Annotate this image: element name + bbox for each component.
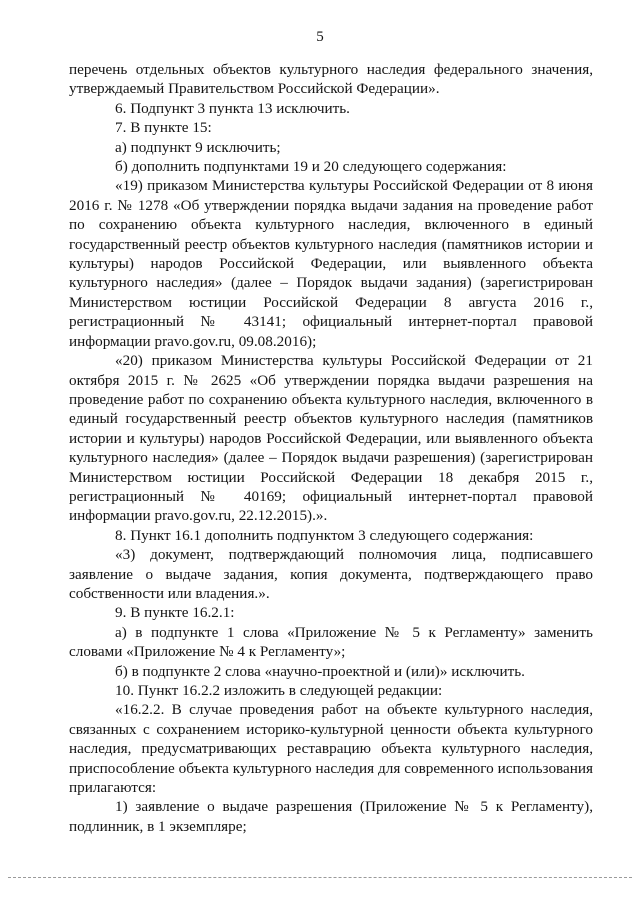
document-body (69, 60, 593, 836)
paragraph: б) в подпункте 2 слова «научно-проектной и (или)» исключить. (115, 662, 525, 680)
paragraph: б) дополнить подпунктами 19 и 20 следующего содержания: (115, 158, 507, 176)
paragraph: а) подпункт 9 исключить; (115, 138, 281, 156)
paragraph: «20) приказом Министерства культуры Российской Федерации от 21 октября 2015 г. № 2625 «Об утверждении порядка выдачи разрешения на проведение работ по сохранению объекта культурного наследия, включенного в единый государственный реестр объектов культурного наследия (памятников истории и культуры) народов Российской Федерации, или выявленного объекта культурного наследия» (далее – Порядок выдачи разрешения) (зарегистрирован Министерством юстиции Российской Федерации 18 декабря 2015 г., регистрационный № 40169; официальный интернет-портал правовой информации pravo.gov.ru, 22.12.2015).». (69, 352, 593, 525)
paragraph: 8. Пункт 16.1 дополнить подпунктом 3 следующего содержания: (115, 526, 534, 544)
paragraph: 1) заявление о выдаче разрешения (Приложение № 5 к Регламенту), подлинник, в 1 экземпляре; (69, 798, 593, 835)
paragraph: «16.2.2. В случае проведения работ на объекте культурного наследия, связанных с сохранением историко-культурной ценности объекта культурного наследия, предусматривающих реставрацию объекта культурного наследия, приспособление объекта культурного наследия для современного использования прилагаются: (69, 701, 593, 797)
page-number: 5 (316, 29, 324, 45)
paragraph: перечень отдельных объектов культурного наследия федерального значения, утверждаемый Правительством Российской Федерации». (69, 61, 593, 98)
paragraph: 10. Пункт 16.2.2 изложить в следующей редакции: (115, 682, 443, 699)
paragraph: «19) приказом Министерства культуры Российской Федерации от 8 июня 2016 г. № 1278 «Об утверждении порядка выдачи задания на проведение работ по сохранению объекта культурного наследия, включенного в единый государственный реестр объектов культурного наследия (памятников истории и культуры) народов Российской Федерации, или выявленного объекта культурного наследия» (далее – Порядок выдачи задания) (зарегистрирован Министерством юстиции Российской Федерации 8 августа 2016 г., регистрационный № 43141; официальный интернет-портал правовой информации pravo.gov.ru, 09.08.2016); (69, 177, 593, 350)
paragraph: «3) документ, подтверждающий полномочия лица, подписавшего заявление о выдаче задания, копия документа, подтверждающего право собственности или владения.». (69, 546, 593, 602)
paragraph: а) в подпункте 1 слова «Приложение № 5 к Регламенту» заменить словами «Приложение № 4 к Регламенту»; (69, 623, 593, 661)
scan-edge-divider (8, 877, 632, 878)
paragraph: 6. Подпункт 3 пункта 13 исключить. (115, 99, 350, 117)
paragraph: 7. В пункте 15: (115, 119, 212, 137)
paragraph: 9. В пункте 16.2.1: (115, 604, 235, 622)
